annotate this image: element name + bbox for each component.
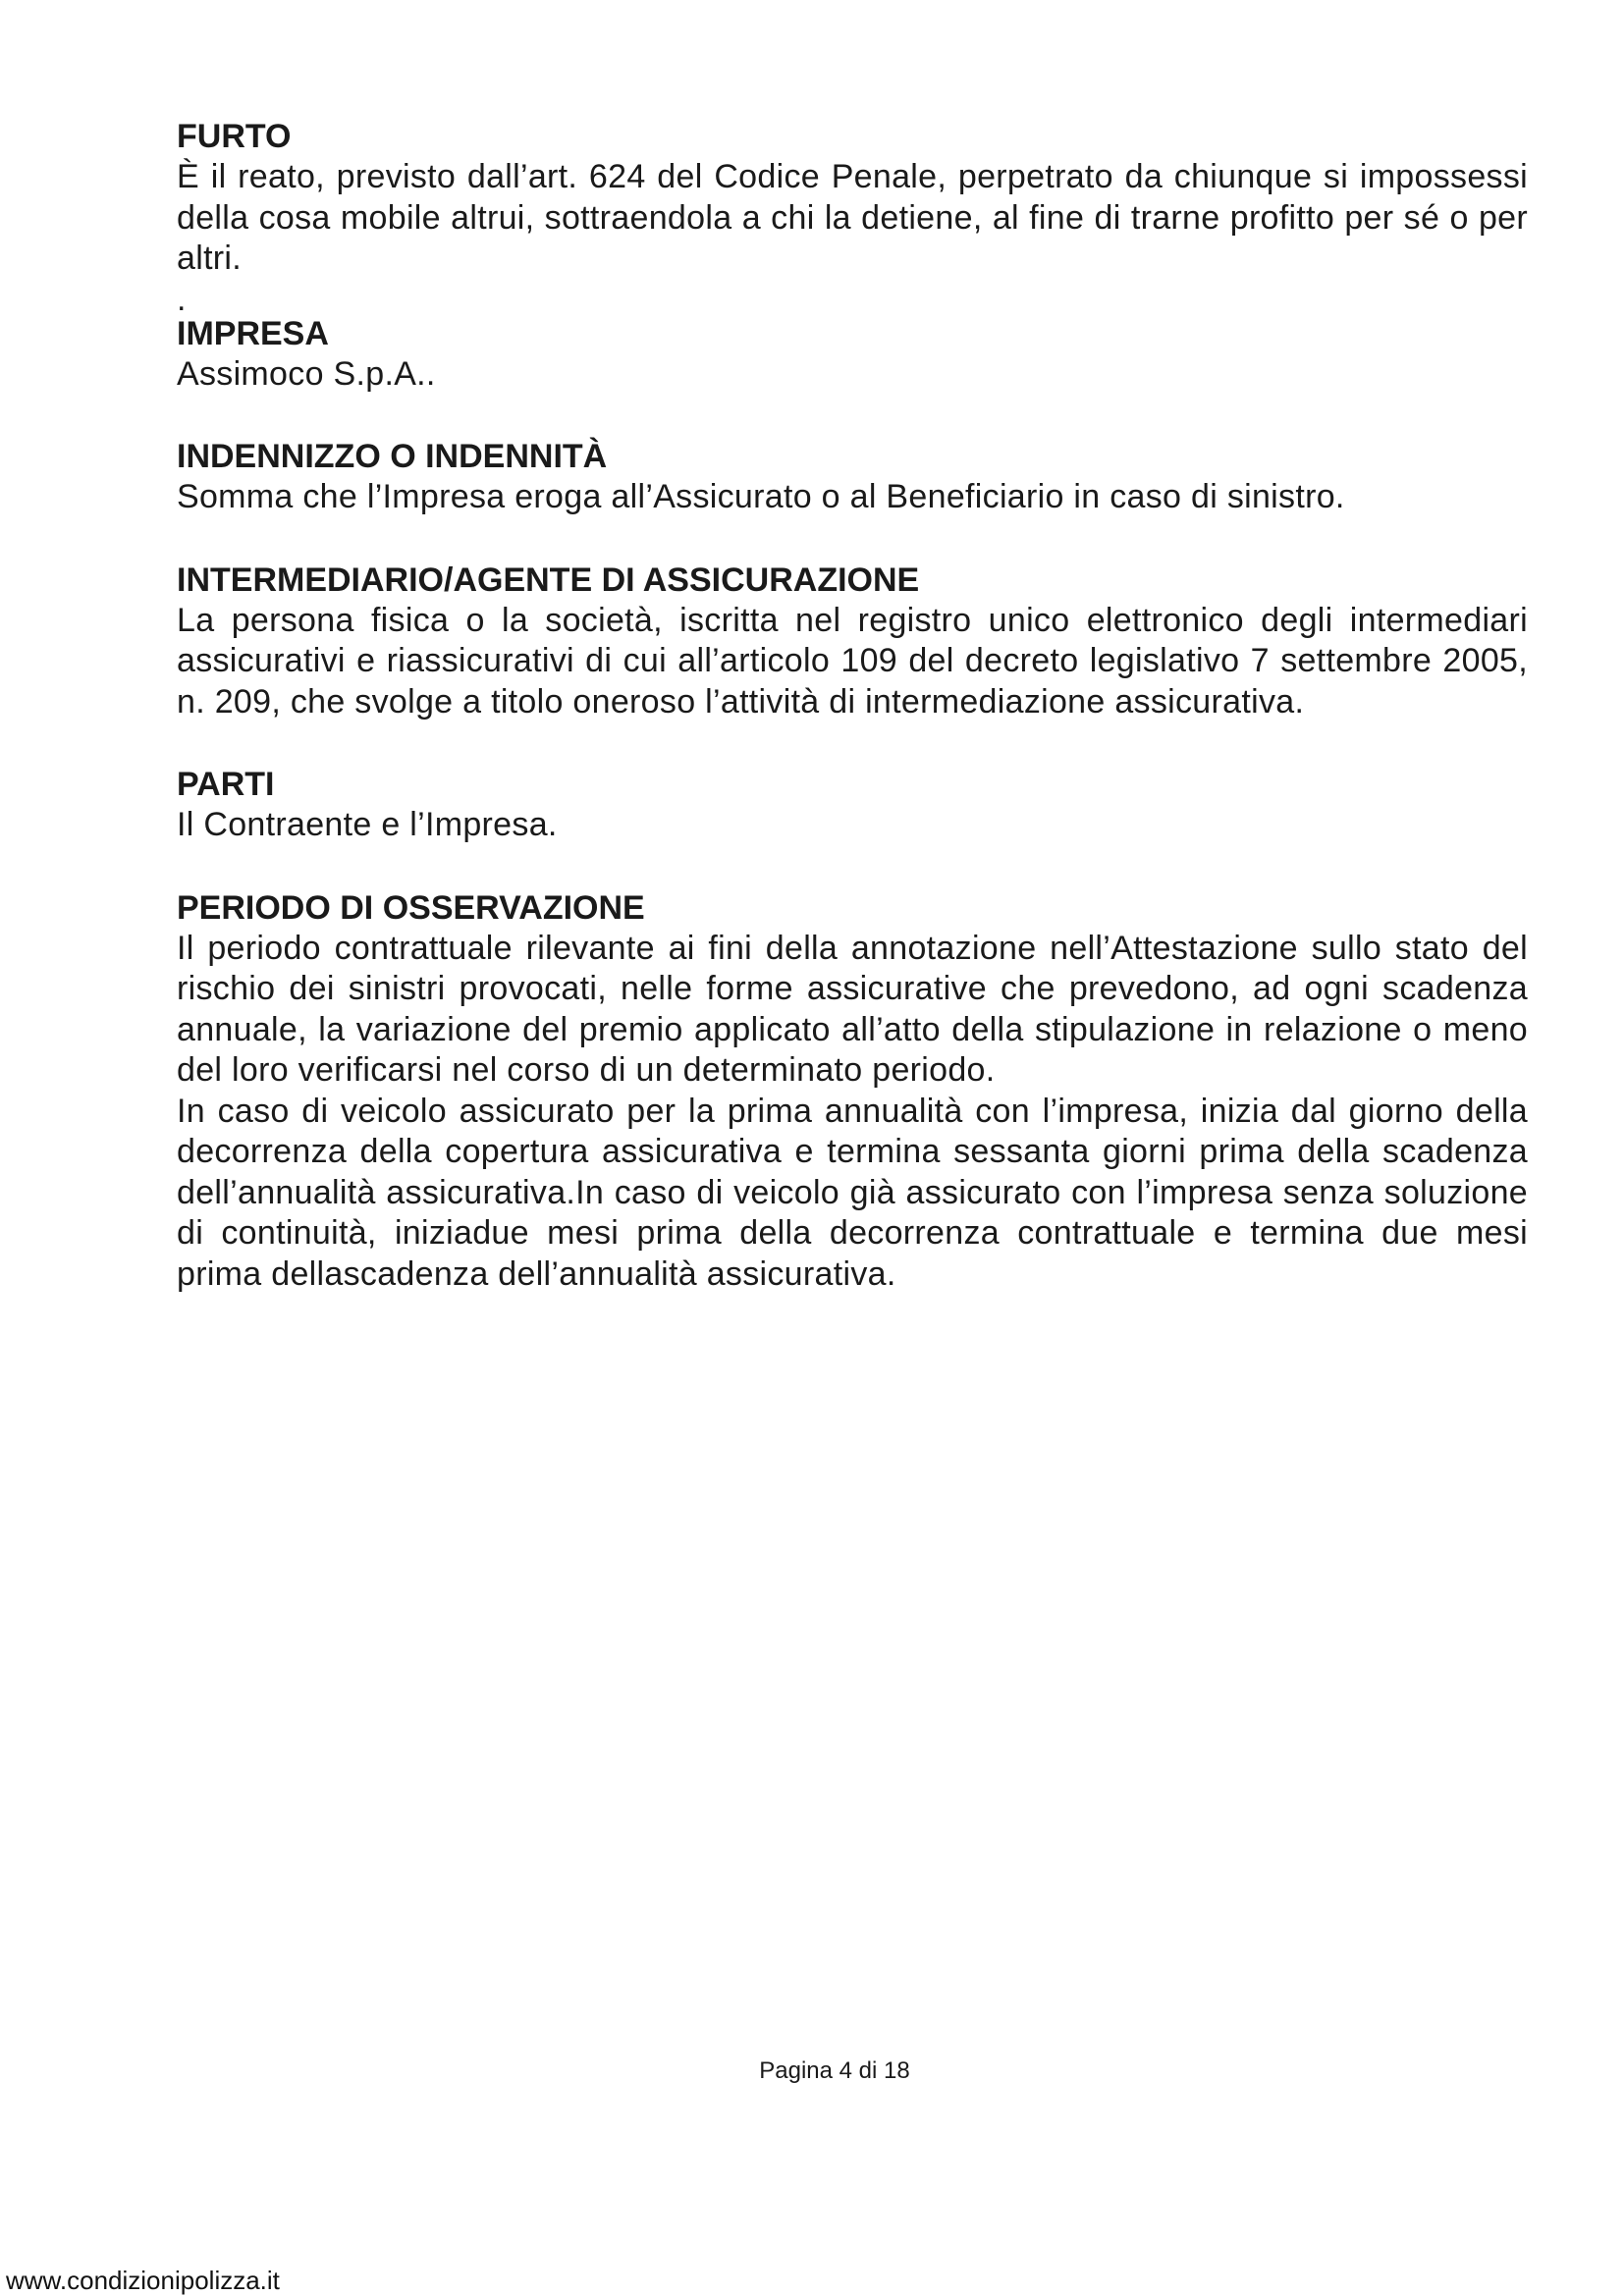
- section-title: FURTO: [177, 118, 292, 155]
- section-indennizzo: [177, 436, 1528, 518]
- section-body: È il reato, previsto dall’art. 624 del Codice Penale, perpetrato da chiunque si impossessi della cosa mobile altrui, sottraendola a chi la detiene, al fine di trarne profitto per sé o per altri.: [177, 158, 1528, 277]
- section-body: La persona fisica o la società, iscritta nel registro unico elettronico degli intermediari assicurativi e riassicurativi di cui all’articolo 109 del decreto legislativo 7 settembre 2005, n. 209, che svolge a titolo oneroso l’attività di intermediazione assicurativa.: [177, 601, 1528, 721]
- section-furto: [177, 116, 1528, 280]
- spacer: [177, 395, 1528, 436]
- spacer: [177, 518, 1528, 560]
- section-title: INTERMEDIARIO/AGENTE DI ASSICURAZIONE: [177, 561, 920, 599]
- section-intermediario: [177, 560, 1528, 723]
- section-impresa: [177, 313, 1528, 396]
- spacer: [177, 722, 1528, 764]
- section-parti: [177, 764, 1528, 846]
- section-body: Il periodo contrattuale rilevante ai fini della annotazione nell’Attestazione sullo stato del rischio dei sinistri provocati, nelle forme assicurative che prevedono, ad ogni scadenza annuale, la variazione del premio applicato all’atto della stipulazione in relazione o meno del loro verificarsi nel corso di un determinato periodo.: [177, 929, 1528, 1089]
- section-title: INDENNIZZO O INDENNITÀ: [177, 438, 608, 475]
- section-body: Somma che l’Impresa eroga all’Assicurato o al Beneficiario in caso di sinistro.: [177, 478, 1345, 515]
- section-title: IMPRESA: [177, 314, 329, 352]
- section-title: PERIODO DI OSSERVAZIONE: [177, 888, 645, 927]
- separator-dot: .: [177, 280, 187, 318]
- section-body-continued: In caso di veicolo assicurato per la prima annualità con l’impresa, inizia dal giorno della decorrenza della copertura assicurativa e termina sessanta giorni prima della scadenza dell’annualità assicurativa.In caso di veicolo già assicurato con l’impresa senza soluzione di continuità, iniziadue mesi prima della decorrenza contrattuale e termina due mesi prima dellascadenza dell’annualità assicurativa.: [177, 1092, 1528, 1293]
- section-title: PARTI: [177, 766, 275, 803]
- section-periodo-osservazione: [177, 887, 1528, 1296]
- spacer: [177, 846, 1528, 887]
- section-body: Assimoco S.p.A..: [177, 354, 436, 393]
- section-body: Il Contraente e l’Impresa.: [177, 806, 558, 843]
- document-body: [177, 116, 1528, 1295]
- page-number: Pagina 4 di 18: [759, 2057, 910, 2084]
- watermark-url: www.condizionipolizza.it: [6, 2266, 280, 2295]
